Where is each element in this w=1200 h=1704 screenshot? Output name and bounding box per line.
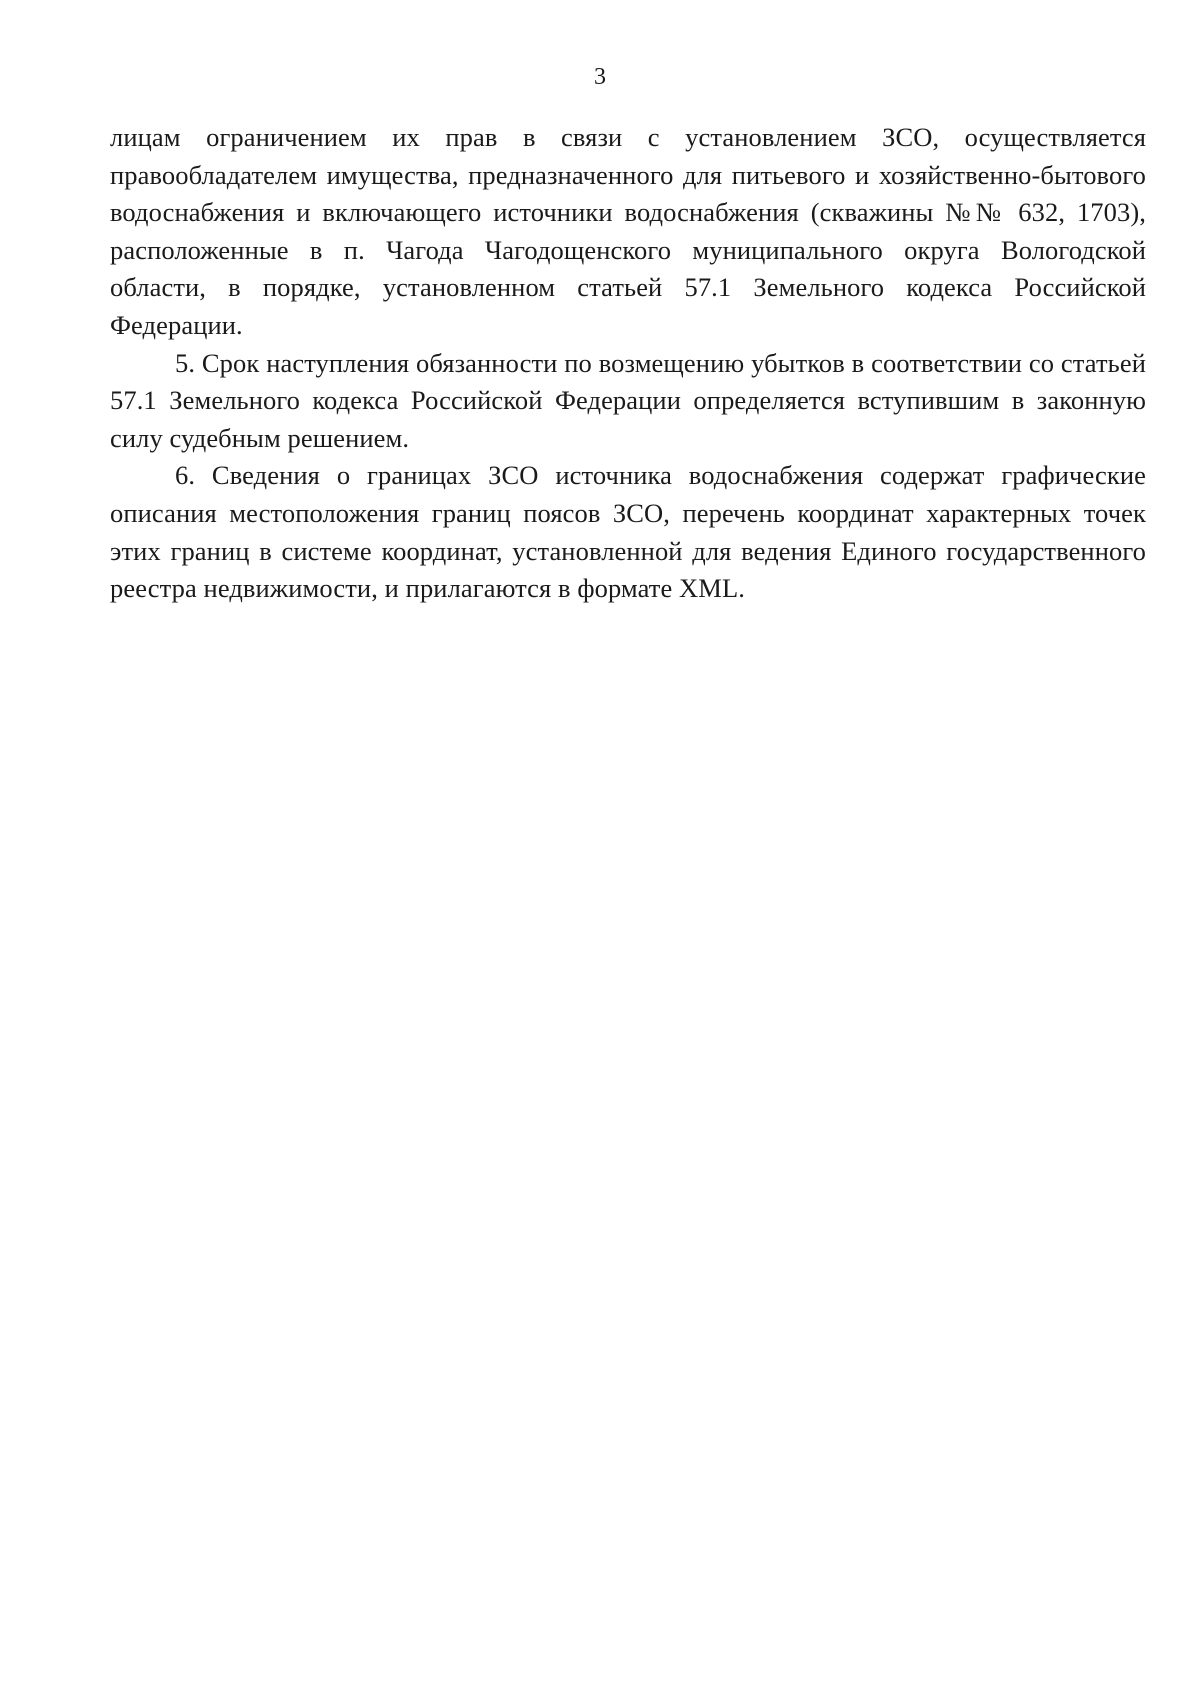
paragraph-continuation: лицам ограничением их прав в связи с установлением ЗСО, осуществляется правообладателем имущества, предназначенного для питьевого и хозяйственно-бытового водоснабжения и включающего источники водоснабжения (скважины №№ 632, 1703), расположенные в п. Чагода Чагодощенского муниципального округа Вологодской области, в порядке, установленном статьей 57.1 Земельного кодекса Российской Федерации. (110, 122, 1146, 340)
paragraph-item-6: 6. Сведения о границах ЗСО источника водоснабжения содержат графические описания местоположения границ поясов ЗСО, перечень координат характерных точек этих границ в системе координат, установленной для ведения Единого государственного реестра недвижимости, и прилагаются в формате XML. (110, 460, 1146, 604)
document-body (110, 119, 1146, 608)
page-number: 3 (594, 64, 606, 90)
paragraph-item-5: 5. Срок наступления обязанности по возмещению убытков в соответствии со статьей 57.1 Земельного кодекса Российской Федерации определяется вступившим в законную силу судебным решением. (110, 347, 1146, 453)
